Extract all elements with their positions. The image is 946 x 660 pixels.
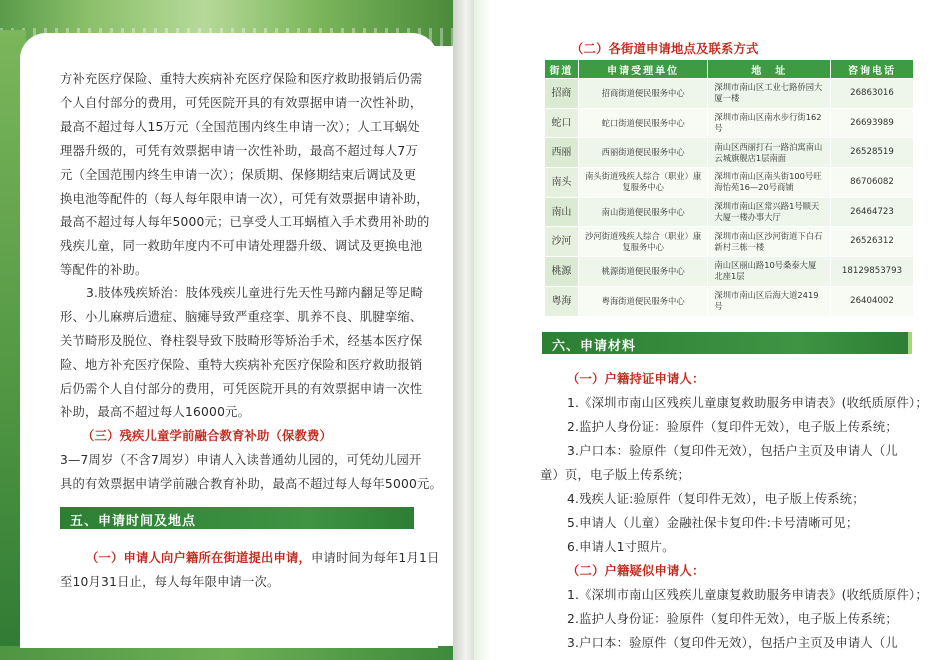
table-row	[545, 286, 914, 316]
phone-cell: 26464723	[831, 197, 914, 227]
list-item: 童）页，电子版上传系统；	[540, 468, 690, 482]
body-text: 申请时间为每年1月1日	[310, 551, 440, 565]
unit-cell: 南头街道残疾人综合（职业）康复服务中心	[578, 168, 708, 198]
street-cell: 粤海	[545, 286, 579, 316]
address-cell: 深圳市南山区南头街100号旺海怡苑16—20号商铺	[708, 168, 831, 198]
column-header: 申请受理单位	[578, 60, 708, 79]
body-line: 最高不超过每人每年5000元；已享受人工耳蜗植入手术费用补助的	[60, 215, 430, 229]
body-line: 后仍需个人自付部分的费用，可凭医院开具的有效票据申请一次性	[60, 382, 423, 396]
street-cell: 桃源	[545, 257, 579, 287]
section-banner-five: 五、申请时间及地点	[60, 507, 414, 529]
phone-cell: 26528519	[831, 138, 914, 168]
right-page	[474, 0, 946, 660]
body-line: 至10月31日止，每人每年限申请一次。	[60, 575, 280, 589]
unit-cell: 西丽街道便民服务中心	[578, 138, 708, 168]
body-line: 补助，最高不超过每人16000元。	[60, 405, 251, 419]
address-cell: 南山区西丽打石一路泊寓南山云城旗舰店1层南面	[708, 138, 831, 168]
unit-cell: 蛇口街道便民服务中心	[578, 108, 708, 138]
column-header: 咨询电话	[831, 60, 914, 79]
phone-cell: 26404002	[831, 286, 914, 316]
list-item: 3.户口本：验原件（复印件无效），包括户主页及申请人（儿	[567, 636, 898, 650]
table-row	[545, 257, 914, 287]
list-item: 4.残疾人证:验原件（复印件无效），电子版上传系统；	[567, 492, 865, 506]
subsection-title: （二）户籍疑似申请人：	[567, 564, 705, 578]
body-line: 关节畸形及脱位、脊柱裂导致下肢畸形等矫治手术，经基本医疗保	[60, 334, 423, 348]
column-header: 地 址	[708, 60, 831, 79]
unit-cell: 沙河街道残疾人综合（职业）康复服务中心	[578, 227, 708, 257]
grass-decoration-bottom	[0, 646, 453, 660]
table-header-row	[545, 60, 914, 79]
subsection-title: （三）残疾儿童学前融合教育补助（保教费）	[82, 429, 332, 443]
body-line: 个人自付部分的费用，可凭医院开具的有效票据申请一次性补助，	[60, 96, 423, 110]
body-line: 元（全国范围内终生申请一次）；保质期、保修期结束后调试及更	[60, 168, 417, 182]
list-item: 1.《深圳市南山区残疾儿童康复救助服务申请表》(收纸质原件）；	[567, 588, 928, 602]
address-cell: 深圳市南山区南水步行街162号	[708, 108, 831, 138]
column-header: 街道	[545, 60, 579, 79]
address-cell: 深圳市南山区工业七路侨园大厦一楼	[708, 79, 831, 109]
list-item: 5.申请人（儿童）金融社保卡复印件:卡号清晰可见；	[567, 516, 859, 530]
phone-cell: 18129853793	[831, 257, 914, 287]
list-item: 1.《深圳市南山区残疾儿童康复救助服务申请表》(收纸质原件）；	[567, 396, 928, 410]
body-line: 等配件的补助。	[60, 263, 148, 277]
address-cell: 深圳市南山区后海大道2419号	[708, 286, 831, 316]
address-cell: 南山区丽山路10号桑泰大厦北座1层	[708, 257, 831, 287]
subsection-title: （一）户籍持证申请人：	[567, 372, 705, 386]
body-line: 3—7周岁（不含7周岁）申请人入读普通幼儿园的，可凭幼儿园开	[60, 453, 422, 467]
body-line: 方补充医疗保险、重特大疾病补充医疗保险和医疗救助报销后仍需	[60, 72, 423, 86]
list-item: 2.监护人身份证：验原件（复印件无效），电子版上传系统；	[567, 420, 898, 434]
subsection-title: （二）各街道申请地点及联系方式	[571, 42, 759, 56]
unit-cell: 桃源街道便民服务中心	[578, 257, 708, 287]
phone-cell: 86706082	[831, 168, 914, 198]
unit-cell: 招商街道便民服务中心	[578, 79, 708, 109]
street-cell: 南山	[545, 197, 579, 227]
street-cell: 蛇口	[545, 108, 579, 138]
address-cell: 深圳市南山区常兴路1号顺天大厦一楼办事大厅	[708, 197, 831, 227]
phone-cell: 26693989	[831, 108, 914, 138]
body-line: 形、小儿麻痹后遗症、脑瘫导致严重痉挛、肌养不良、肌腱挛缩、	[60, 310, 423, 324]
highlight-text: （一）申请人向户籍所在街道提出申请，	[86, 551, 311, 565]
table-row	[545, 227, 914, 257]
phone-cell: 26526312	[831, 227, 914, 257]
table-row	[545, 197, 914, 227]
body-line: 理器升级的，可凭有效票据申请一次性补助，最高不超过每人7万	[60, 144, 418, 158]
body-line: 最高不超过每人15万元（全国范围内终生申请一次）；人工耳蜗处	[60, 120, 420, 134]
body-line: 残疾儿童，同一救助年度内不可申请处理器升级、调试及更换电池	[60, 239, 423, 253]
table-row	[545, 108, 914, 138]
list-item: 2.监护人身份证：验原件（复印件无效），电子版上传系统；	[567, 612, 898, 626]
left-page	[0, 0, 453, 660]
page-gutter	[453, 0, 474, 660]
street-cell: 沙河	[545, 227, 579, 257]
table-row	[545, 79, 914, 109]
body-line	[86, 548, 439, 566]
section-banner-six: 六、申请材料	[542, 332, 912, 354]
contact-table	[544, 59, 914, 317]
list-item: 6.申请人1寸照片。	[567, 540, 675, 554]
body-line: 具的有效票据申请学前融合教育补助，最高不超过每人每年5000元。	[60, 477, 443, 491]
address-cell: 深圳市南山区沙河街道下白石新村三栋一楼	[708, 227, 831, 257]
body-line: 3.肢体残疾矫治：肢体残疾儿童进行先天性马蹄内翻足等足畸	[86, 286, 424, 300]
body-line: 险、地方补充医疗保险、重特大疾病补充医疗保险和医疗救助报销	[60, 358, 423, 372]
phone-cell: 26863016	[831, 79, 914, 109]
unit-cell: 粤海街道便民服务中心	[578, 286, 708, 316]
body-line: 换电池等配件的（每人每年限申请一次），可凭有效票据申请补助，	[60, 192, 429, 206]
table-row	[545, 168, 914, 198]
unit-cell: 南山街道便民服务中心	[578, 197, 708, 227]
street-cell: 招商	[545, 79, 579, 109]
list-item: 3.户口本：验原件（复印件无效），包括户主页及申请人（儿	[567, 444, 898, 458]
table-row	[545, 138, 914, 168]
street-cell: 西丽	[545, 138, 579, 168]
street-cell: 南头	[545, 168, 579, 198]
